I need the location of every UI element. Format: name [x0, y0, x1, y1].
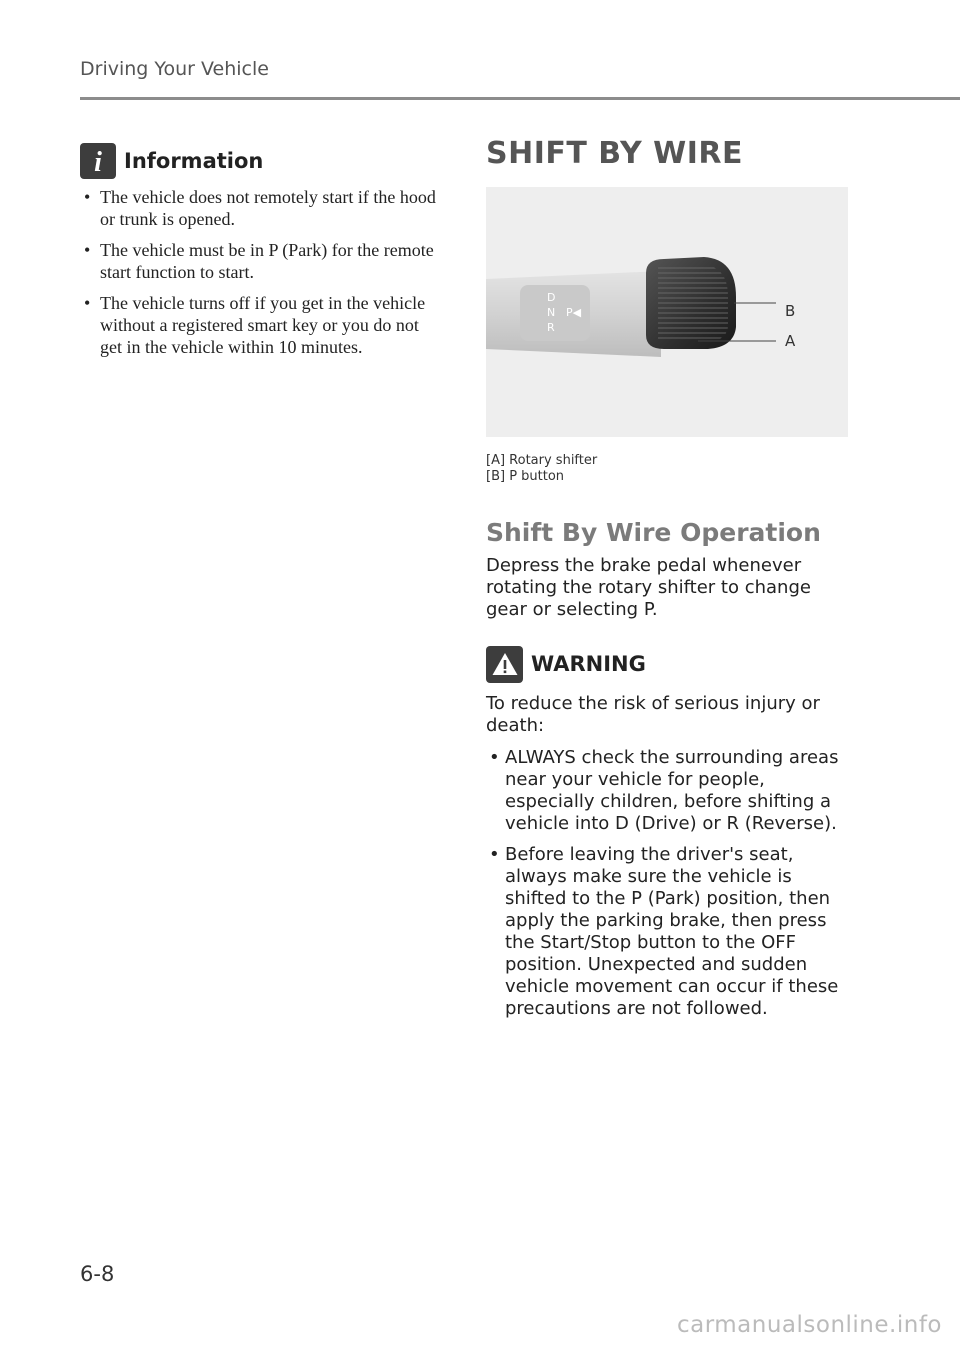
- header-divider: [80, 97, 960, 100]
- warning-title: WARNING: [531, 652, 646, 676]
- info-icon: [80, 143, 116, 179]
- caption-b: [B] P button: [486, 469, 565, 484]
- knob-grip-ribs: [658, 265, 728, 342]
- gear-label-p: P◀: [566, 306, 582, 319]
- information-list: [80, 186, 440, 358]
- gear-label-r: R: [547, 321, 555, 334]
- list-item: • ALWAYS check the surrounding areas near your vehicle for people, especially children, before shifting a vehicle into D (Drive) or R (Reverse).: [486, 747, 848, 835]
- warning-heading: [486, 645, 848, 683]
- page-number: 6-8: [80, 1262, 115, 1286]
- figure-captions: [486, 453, 848, 485]
- shift-by-wire-section: [486, 134, 848, 1029]
- information-note: [80, 142, 440, 367]
- list-item: • The vehicle turns off if you get in the vehicle without a registered smart key or you do not get in the vehicle within 10 minutes.: [80, 292, 440, 358]
- list-item: • The vehicle must be in P (Park) for the remote start function to start.: [80, 239, 440, 283]
- section-title: SHIFT BY WIRE: [486, 136, 744, 171]
- warning-intro: To reduce the risk of serious injury or death:: [486, 693, 820, 736]
- callout-label-b: B: [785, 302, 796, 320]
- rotary-shifter-figure: [486, 187, 848, 437]
- gear-label-n: N: [547, 306, 556, 319]
- warning-triangle-icon: [486, 646, 523, 683]
- caption-a: [A] Rotary shifter: [486, 453, 598, 468]
- subsection-title: Shift By Wire Operation: [486, 518, 821, 547]
- list-item: • Before leaving the driver's seat, always make sure the vehicle is shifted to the P (Park) position, then apply the parking brake, then press the Start/Stop button to the OFF position. Unexpected and sudden vehicle movement can occur if these precautions are not followed.: [486, 844, 848, 1020]
- callout-label-a: A: [785, 332, 796, 350]
- information-title: Information: [124, 149, 264, 173]
- operation-paragraph: Depress the brake pedal whenever rotating the rotary shifter to change gear or selecting P.: [486, 555, 811, 620]
- information-heading: [80, 142, 440, 180]
- watermark: carmanualsonline.info: [676, 1312, 942, 1338]
- svg-text:i: i: [94, 147, 102, 176]
- rotary-shifter-illustration: [486, 187, 848, 437]
- list-item: • The vehicle does not remotely start if the hood or trunk is opened.: [80, 186, 440, 230]
- running-header: Driving Your Vehicle: [80, 58, 269, 80]
- warning-list: [486, 747, 848, 1020]
- gear-label-d: D: [547, 291, 556, 304]
